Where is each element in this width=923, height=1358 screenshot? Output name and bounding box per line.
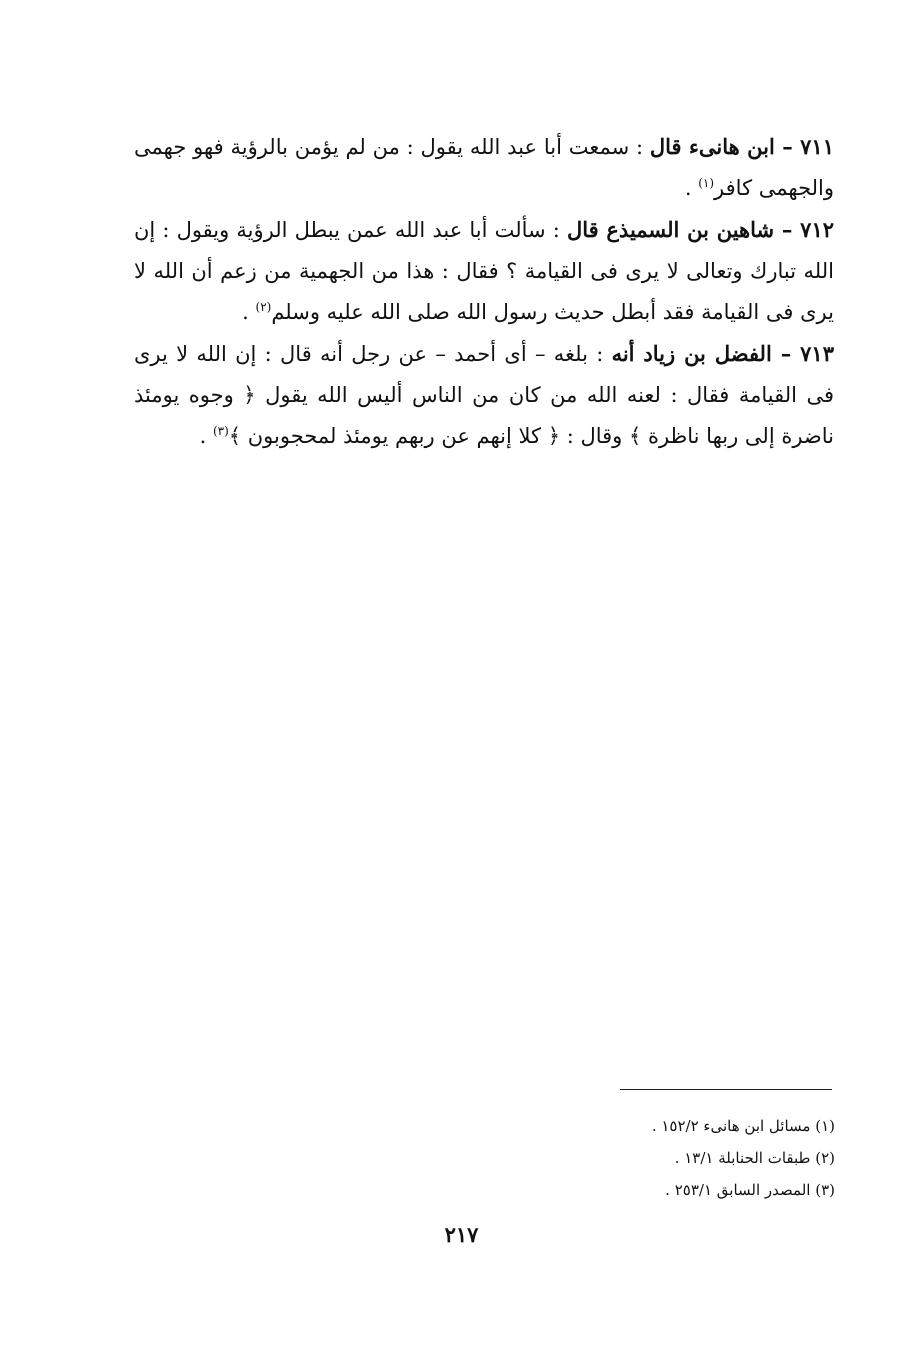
entry-dash: – [774, 134, 801, 159]
entry-dash: – [774, 217, 801, 242]
entry-narrator: الفضل بن زياد أنه [611, 341, 772, 366]
entry-tail: . [242, 300, 256, 324]
entry-number: ٧١١ [800, 134, 834, 159]
footnote-1: (١) مسائل ابن هانىء ١٥٢/٢ . [651, 1117, 835, 1135]
footnote-3: (٣) المصدر السابق ٢٥٣/١ . [665, 1181, 835, 1199]
footnote-ref: (٢) [255, 300, 272, 314]
entry-text: : سألت أبا عبد الله عمن يبطل الرؤية ويقول : إن الله تبارك وتعالى لا يرى فى القيامة ؟ فقال : هذا من الجهمية من زعم أن الله لا يرى فى القيامة فقد أبطل حديث رسول الله صلى الله عليه وسلم [134, 218, 834, 324]
footnote-ref: (٣) [212, 424, 229, 438]
entry-narrator: شاهين بن السميذع قال [566, 217, 775, 242]
entry-text: : بلغه – أى أحمد – عن رجل أنه قال : إن الله لا يرى فى القيامة فقال : لعنه الله من كان من الناس أليس الله يقول ﴿ وجوه يومئذ ناضرة إلى ربها ناظرة ﴾ وقال : ﴿ كلا إنهم عن ربهم يومئذ لمحجوبون ﴾ [134, 342, 834, 448]
page-number: ٢١٧ [444, 1222, 479, 1247]
footnotes-list [560, 1110, 835, 1206]
entry-tail: . [199, 424, 213, 448]
footnote-divider [620, 1089, 832, 1090]
entry-number: ٧١٢ [800, 217, 835, 242]
footnote-2: (٢) طبقات الحنابلة ١٣/١ . [674, 1149, 835, 1167]
entry-712 [134, 209, 834, 333]
entry-711 [134, 126, 834, 209]
entry-number: ٧١٣ [800, 341, 834, 366]
entry-text: : سمعت أبا عبد الله يقول : من لم يؤمن بالرؤية فهو جهمى والجهمى كافر [134, 135, 834, 200]
entry-narrator: ابن هانىء قال [649, 134, 775, 159]
footnote-ref: (١) [698, 176, 715, 190]
entry-dash: – [771, 341, 801, 366]
main-text [134, 126, 834, 457]
entry-tail: . [684, 176, 699, 200]
entry-713 [134, 333, 834, 457]
